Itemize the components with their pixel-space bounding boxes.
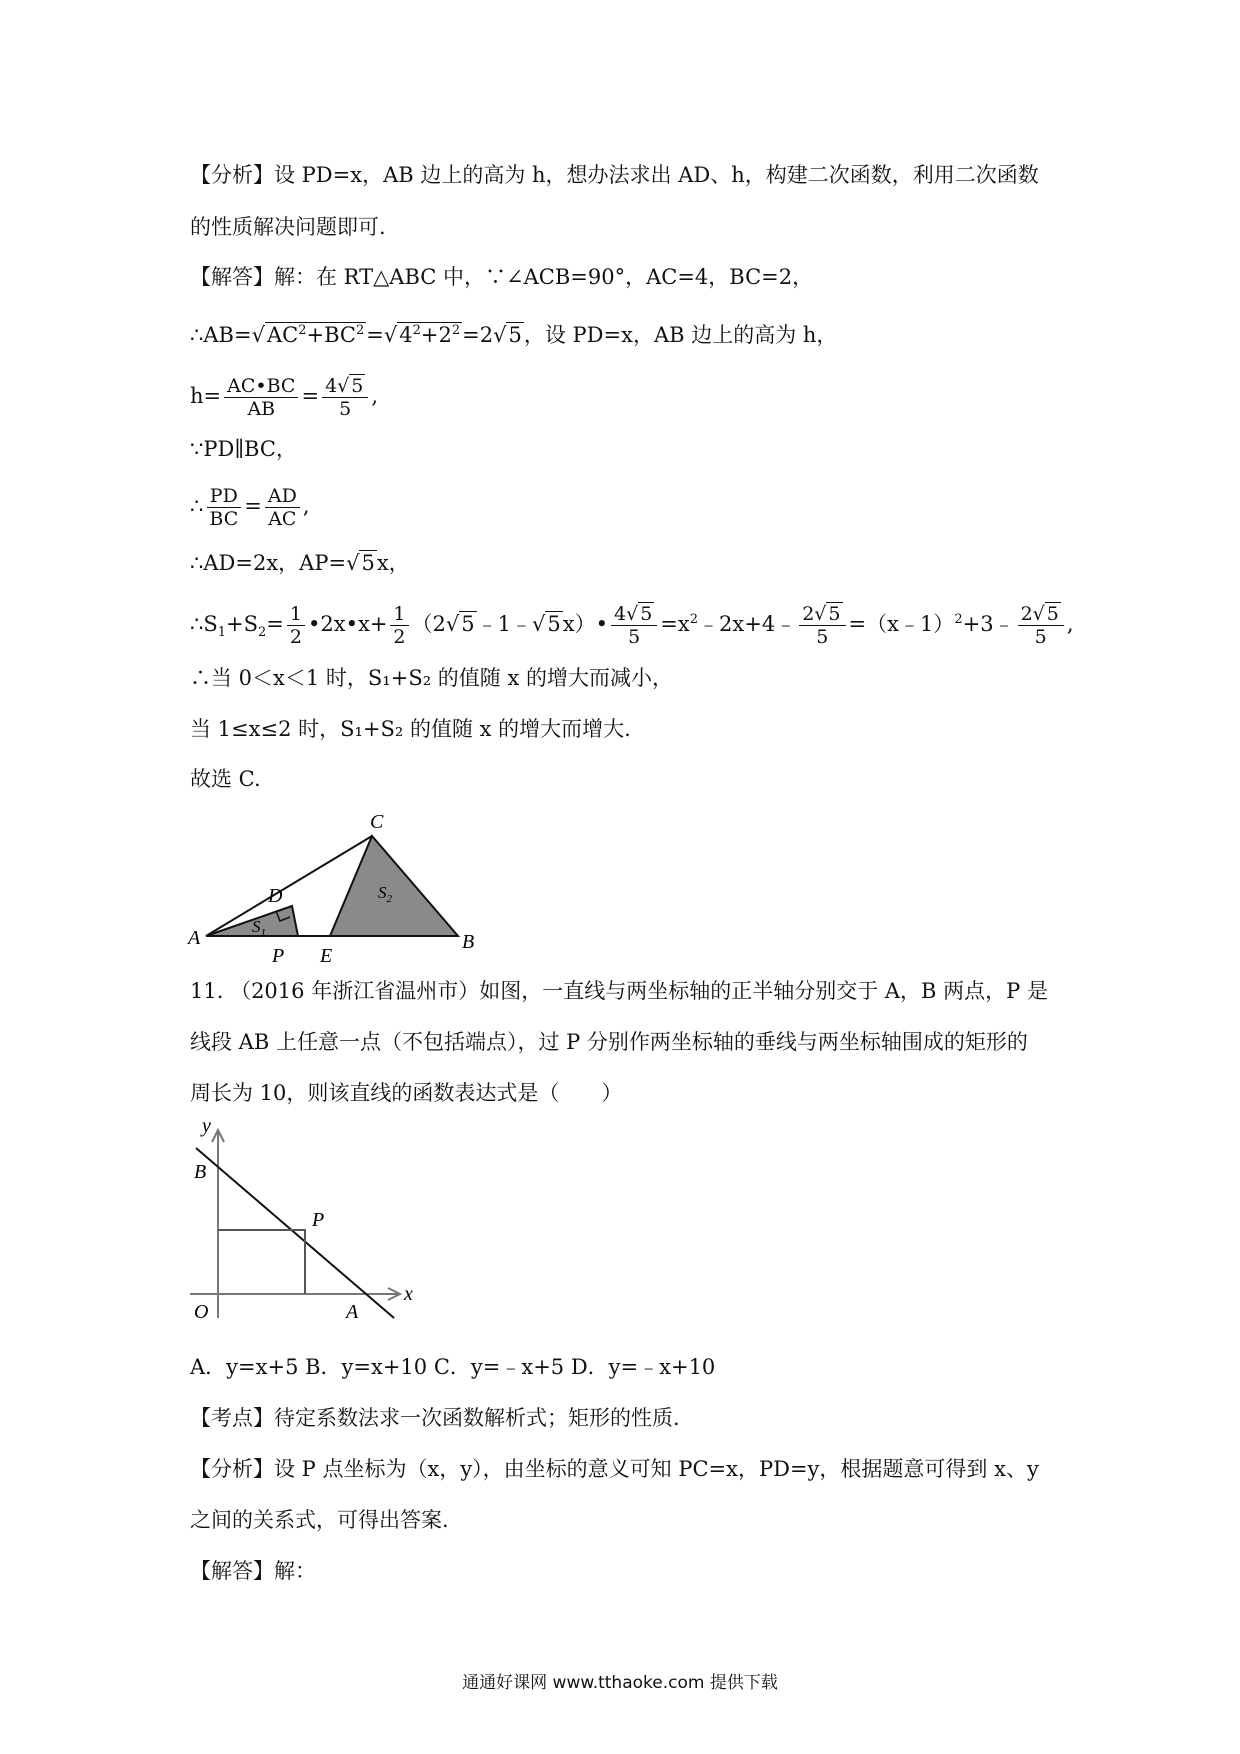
analysis-line-1: 【分析】设 PD=x，AB 边上的高为 h，想办法求出 AD、h，构建二次函数，利用二次函数: [190, 163, 1039, 187]
answer-line-parallel: ∵PD∥BC，: [190, 437, 297, 461]
label-c: C: [370, 811, 384, 833]
label-e: E: [320, 945, 333, 967]
answer-line-ad: ∴AD=2x，AP=√5x，: [190, 551, 410, 575]
ab-label: ∴AB=: [190, 323, 252, 347]
question-11-line-1: 11. （2016 年浙江省温州市）如图，一直线与两坐标轴的正半轴分别交于 A，B 两点，P 是: [190, 979, 1048, 1003]
answer-line-1: 【解答】解：在 RT△ABC 中，∵∠ACB=90°，AC=4，BC=2，: [190, 265, 814, 289]
fenxi-line-2: 之间的关系式，可得出答案.: [190, 1508, 449, 1532]
label-b: B: [194, 1161, 207, 1183]
answer-line-ab: $\therefore AB=√AC^2+BC^2=√4^2+2^2=2√5$，设 PD=x，AB 边上的高为 h，: [190, 323, 838, 347]
ad-rest: x，: [376, 551, 410, 575]
label-a: A: [346, 1301, 359, 1323]
label-p: P: [312, 1209, 325, 1231]
label-s2: $S_2$: [378, 883, 392, 905]
line-ab: [196, 1148, 394, 1318]
analysis-line-2: 的性质解决问题即可.: [190, 215, 386, 239]
label-a: A: [188, 927, 201, 949]
fenxi-line-1: 【分析】设 P 点坐标为（x，y），由坐标的意义可知 PC=x，PD=y，根据题意可得到 x、y: [190, 1457, 1039, 1481]
answer-line-ratio: ∴ $\frac{PD}{BC}$ = $\frac{AD}{AC}$ ,: [190, 485, 310, 530]
answer-options: A．y=x+5 B．y=x+10 C．y=﹣x+5 D．y=﹣x+10: [190, 1355, 716, 1379]
answer-line-increase: 当 1≤x≤2 时，S₁+S₂ 的值随 x 的增大而增大.: [190, 717, 631, 741]
question-11-line-2: 线段 AB 上任意一点（不包括端点），过 P 分别作两坐标轴的垂线与两坐标轴围成的矩形的: [190, 1030, 1028, 1054]
answer-line-choice: 故选 C.: [190, 767, 261, 791]
question-11-line-3: 周长为 10，则该直线的函数表达式是（ ）: [190, 1081, 623, 1105]
coordinate-figure: [180, 1118, 440, 1338]
label-x: x: [404, 1283, 413, 1305]
area-label: ∴S: [190, 612, 218, 636]
answer-line-decrease: ∴当 0＜x＜1 时，S₁+S₂ 的值随 x 的增大而减小，: [190, 666, 673, 690]
h-label: h=: [190, 384, 222, 408]
ad-text: ∴AD=2x，AP=: [190, 551, 347, 575]
shaded-triangle-s2: [330, 836, 458, 936]
label-o: O: [194, 1301, 209, 1323]
label-d: D: [268, 885, 283, 907]
answer-line-h: h= $\frac{AC•BC}{AB}$ = $\frac{4√ 5}{5}$ ,: [190, 375, 379, 420]
answer-line-area: $\therefore S_1+S_2=$ $\frac{1}{2}$ •2x•x+ $\frac{1}{2}$ （2√5﹣1﹣√5x）• $\frac{4√ 5}{5}$ $=x^2﹣2x+4﹣$ $\frac{2√ 5}{5}$ =（x﹣1）$^2$+3﹣ $\frac{2√ 5}{5}$ ,: [190, 603, 1074, 648]
rectangle-lines: [218, 1230, 305, 1294]
footer-text: 通通好课网 www.tthaoke.com 提供下载: [462, 1673, 778, 1693]
therefore-sign: ∴: [190, 494, 204, 518]
ab-rest: ，设 PD=x，AB 边上的高为 h，: [523, 323, 838, 347]
label-y: y: [202, 1118, 211, 1137]
kaodian-line: 【考点】待定系数法求一次函数解析式；矩形的性质.: [190, 1406, 680, 1430]
label-p: P: [272, 945, 285, 967]
label-b: B: [462, 931, 475, 953]
triangle-figure: [180, 800, 500, 970]
label-s1: $S_1$: [252, 917, 266, 939]
jieda-line: 【解答】解：: [190, 1559, 316, 1583]
